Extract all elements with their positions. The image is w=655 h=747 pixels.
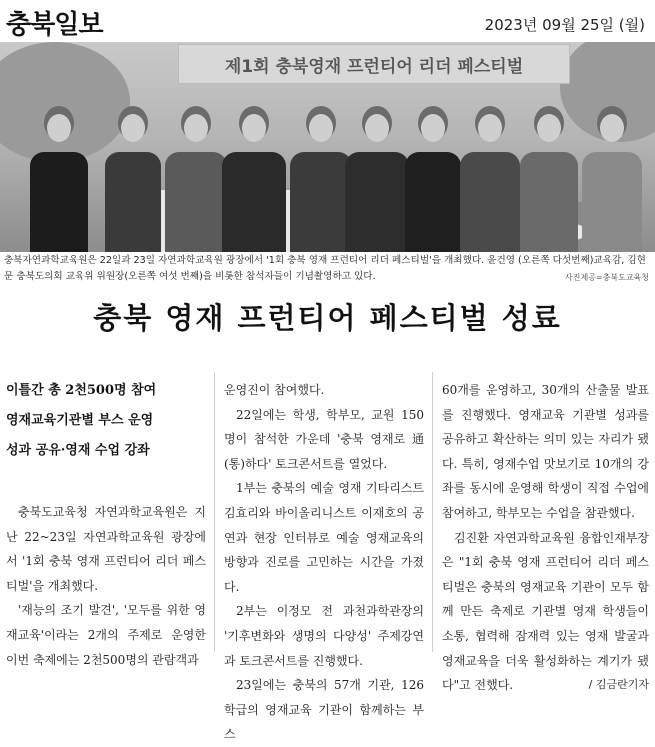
paragraph: 1부는 충북의 예술 영재 기타리스트 김효리와 바이올리니스트 이재호의 공연과 현장 인터뷰로 예술 영재교육의 방향과 진로를 고민하는 시간을 가졌다. [224,481,424,594]
attendee-figure [460,102,520,252]
attendee-figure [290,102,352,252]
paragraph: 2부는 이정모 전 과천과학관장의 '기후변화와 생명의 다양성' 주제강연과 토크콘서트를 진행했다. [224,604,424,668]
attendee-figure [222,102,286,252]
masthead [0,0,655,42]
attendee-figure [30,102,88,252]
paragraph: 운영진이 참여했다. [224,383,325,397]
attendee-figure [582,102,642,252]
publication-date: 2023년 09월 25일 (월) [484,16,645,34]
paragraph: 23일에는 충북의 57개 기관, 126학급의 영재교육 기관이 함께하는 부스 [224,678,424,742]
column-divider [214,372,215,652]
banner-text: 제1회 충북영재 프런티어 리더 페스티벌 [224,57,524,77]
attendee-figure [520,102,578,252]
column-divider [432,372,433,652]
article-column-3 [442,378,649,698]
subheadline-line: 성과 공유·영재 수업 강좌 [6,443,150,458]
paragraph: 60개를 운영하고, 30개의 산출물 발표를 진행했다. 영재교육 기관별 성과를 공유하고 확산하는 의미 있는 자리가 됐다. 특히, 영재수업 맛보기로 10개의 강좌를 동시에 운영해 학생이 직접 수업에 참여하고, 학부모는 수업을 참관했다. [442,383,649,520]
paragraph [442,526,649,698]
attendee-figure [345,102,409,252]
news-photo [0,42,655,252]
paragraph-text: 김진환 자연과학교육원 융합인재부장은 "1회 충북 영재 프런티어 리더 페스티벌은 충북의 영재교육 기관이 모두 함께 만든 축제로 기관별 영재 학생들이 소통, 협력해 잠재력 있는 영재 발굴과 영재교육을 더욱 활성화하는 계기가 됐다"고 전했다. [442,530,649,693]
subheadline [6,376,206,466]
article-column-2 [224,378,424,747]
subheadline-line: 영재교육기관별 부스 운영 [6,413,154,428]
paragraph: 충북도교육청 자연과학교육원은 지난 22~23일 자연과학교육원 광장에서 '1회 충북 영재 프런티어 리더 페스티벌'을 개최했다. [6,505,206,593]
festival-banner [178,44,570,84]
attendee-figure [165,102,227,252]
paragraph: 22일에는 학생, 학부모, 교원 150명이 참석한 가운데 '충북 영재로 通(통)하다' 토크콘서트를 열었다. [224,407,424,471]
paragraph: '재능의 조기 발견', '모두를 위한 영재교육'이라는 2개의 주제로 운영한 이번 축제에는 2천500명의 관람객과 [6,603,206,667]
byline: / 김금란기자 [588,678,649,692]
photo-credit: 사진제공=충북도교육청 [565,273,649,282]
attendee-figure [105,102,161,252]
subheadline-line: 이틀간 총 2천500명 참여 [6,383,157,398]
attendee-figure [405,102,461,252]
newspaper-name: 충북일보 [6,10,103,40]
article-headline: 충북 영재 프런티어 페스티벌 성료 [93,301,562,335]
photo-caption [4,253,649,286]
caption-text: 충북자연과학교육원은 22일과 23일 자연과학교육원 광장에서 '1회 충북 영재 프런티어 리더 페스티벌'을 개최했다. 윤건영 (오른쪽 다섯번째)교육감, 김현문 충북도의회 교육위 위원장(오른쪽 여섯 번째)을 비롯한 참석자들이 기념촬영하고 있다. [4,255,646,282]
article-column-1 [6,376,206,672]
